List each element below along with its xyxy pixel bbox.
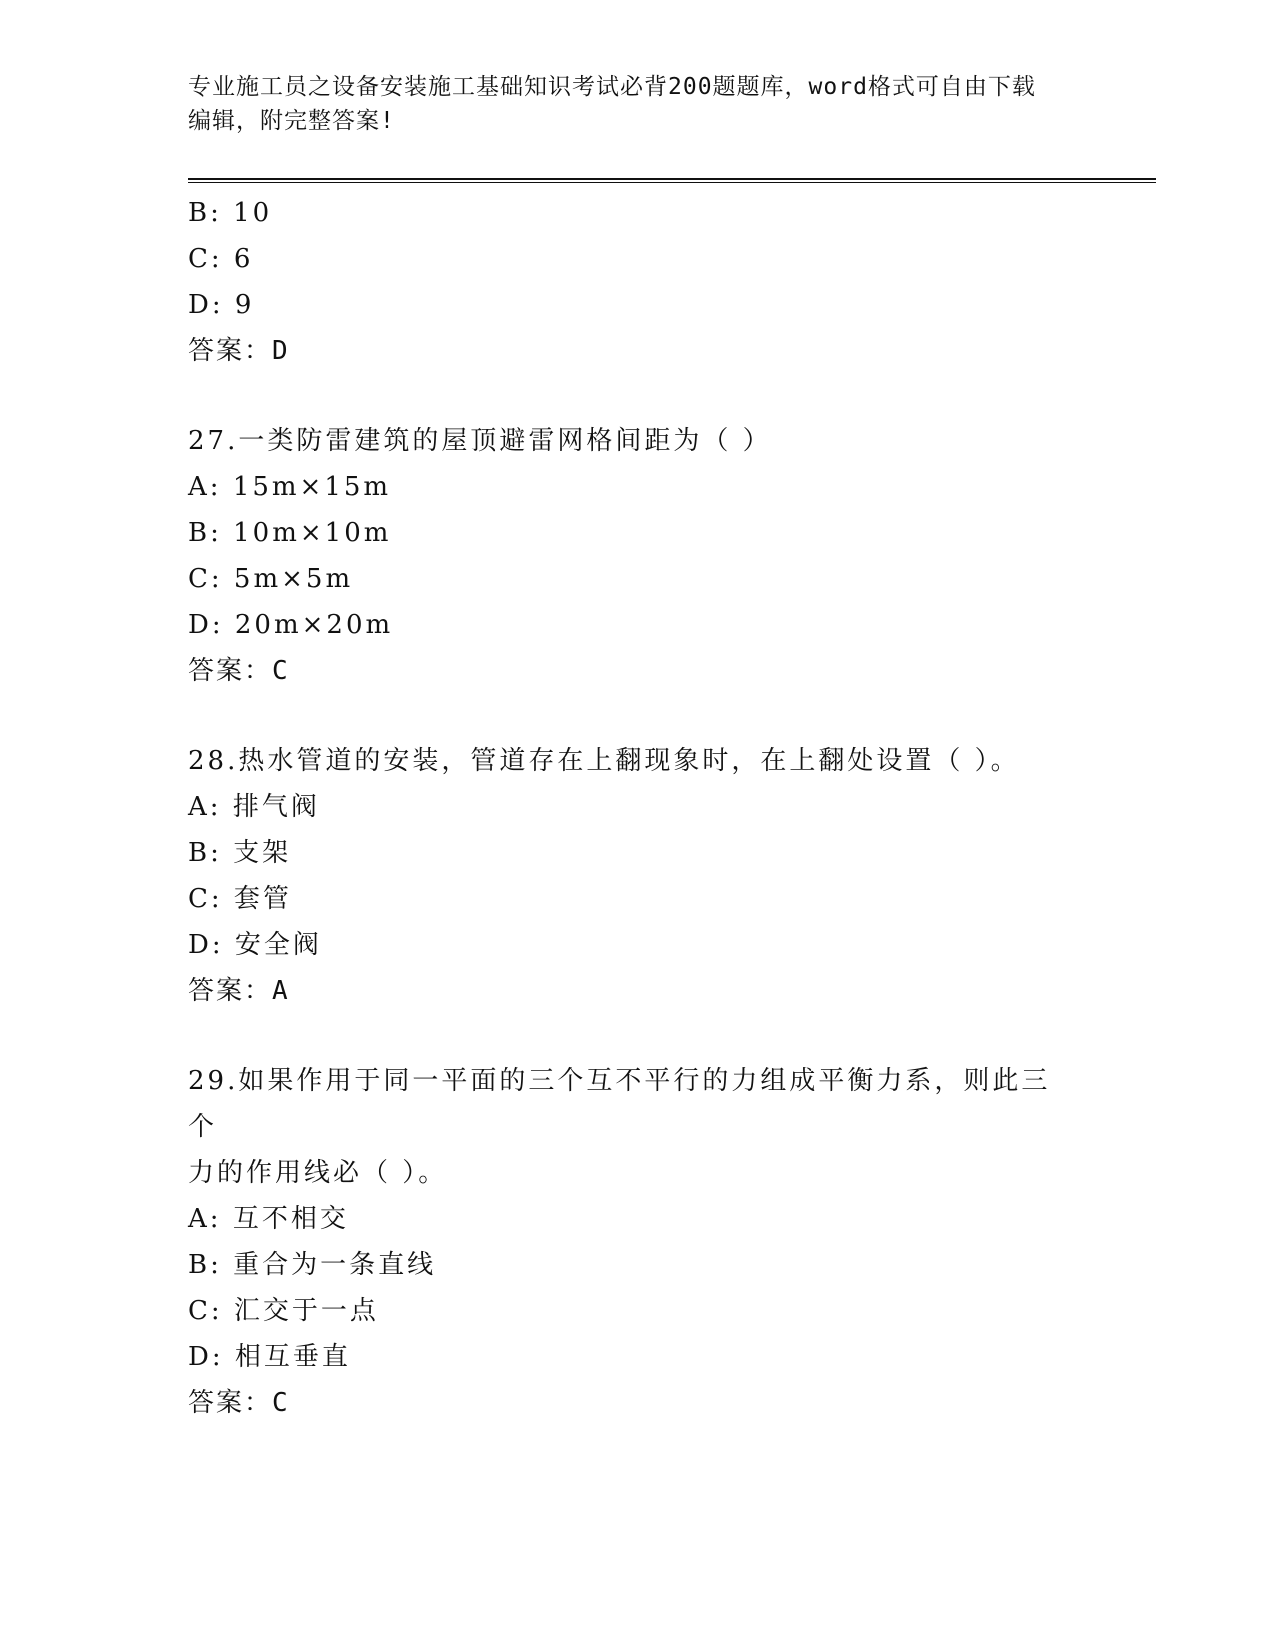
option-b <box>188 190 1088 236</box>
option-label: D: <box>188 290 224 320</box>
option-text: 支架 <box>233 838 292 868</box>
option-text: 6 <box>233 244 254 274</box>
option-label: C: <box>188 564 223 594</box>
option-text: 相互垂直 <box>234 1342 351 1372</box>
option-c <box>188 1288 1088 1334</box>
option-label: C: <box>188 244 223 274</box>
option-label: B: <box>188 198 222 228</box>
question-block-27 <box>188 418 1088 694</box>
option-label: B: <box>188 838 222 868</box>
option-d <box>188 282 1088 328</box>
option-text: 15m×15m <box>232 472 392 502</box>
answer-line: 答案：A <box>188 976 290 1006</box>
answer-line: 答案：C <box>188 656 290 686</box>
option-label: D: <box>188 930 224 960</box>
answer-line: 答案：D <box>188 336 290 366</box>
question-text: 28.热水管道的安装，管道存在上翻现象时，在上翻处设置（ ）。 <box>188 746 1020 776</box>
option-text: 20m×20m <box>234 610 394 640</box>
question-block-29 <box>188 1058 1088 1426</box>
question-text-line2: 力的作用线必（ ）。 <box>188 1158 448 1188</box>
option-d <box>188 1334 1088 1380</box>
option-a <box>188 464 1088 510</box>
answer-line: 答案：C <box>188 1388 290 1418</box>
option-text: 套管 <box>233 884 292 914</box>
option-c <box>188 556 1088 602</box>
document-header <box>188 70 1088 138</box>
question-text-line1: 29.如果作用于同一平面的三个互不平行的力组成平衡力系，则此三个 <box>188 1066 1051 1142</box>
option-a <box>188 784 1088 830</box>
option-c <box>188 236 1088 282</box>
option-text: 9 <box>234 290 255 320</box>
question-block-26 <box>188 190 1088 374</box>
header-divider-thick <box>188 178 1156 180</box>
option-c <box>188 876 1088 922</box>
option-text: 汇交于一点 <box>233 1296 379 1326</box>
header-title-line2: 编辑，附完整答案! <box>188 108 395 134</box>
option-label: A: <box>188 472 222 502</box>
question-list <box>188 190 1088 1426</box>
option-text: 安全阀 <box>234 930 322 960</box>
option-b <box>188 1242 1088 1288</box>
option-text: 5m×5m <box>233 564 354 594</box>
option-d <box>188 922 1088 968</box>
option-text: 10 <box>233 198 273 228</box>
option-label: D: <box>188 1342 224 1372</box>
option-a <box>188 1196 1088 1242</box>
option-b <box>188 830 1088 876</box>
option-text: 10m×10m <box>233 518 392 548</box>
option-text: 重合为一条直线 <box>233 1250 437 1280</box>
option-b <box>188 510 1088 556</box>
header-title-line1: 专业施工员之设备安装施工基础知识考试必背200题题库，word格式可自由下载 <box>188 74 1036 100</box>
header-divider-thin <box>188 182 1156 183</box>
question-text: 27.一类防雷建筑的屋顶避雷网格间距为（ ） <box>188 426 772 456</box>
option-label: D: <box>188 610 224 640</box>
option-label: A: <box>188 792 222 822</box>
option-text: 互不相交 <box>232 1204 349 1234</box>
option-text: 排气阀 <box>232 792 320 822</box>
option-label: B: <box>188 1250 222 1280</box>
option-d <box>188 602 1088 648</box>
option-label: A: <box>188 1204 222 1234</box>
question-block-28 <box>188 738 1088 1014</box>
option-label: C: <box>188 884 223 914</box>
option-label: C: <box>188 1296 223 1326</box>
option-label: B: <box>188 518 222 548</box>
